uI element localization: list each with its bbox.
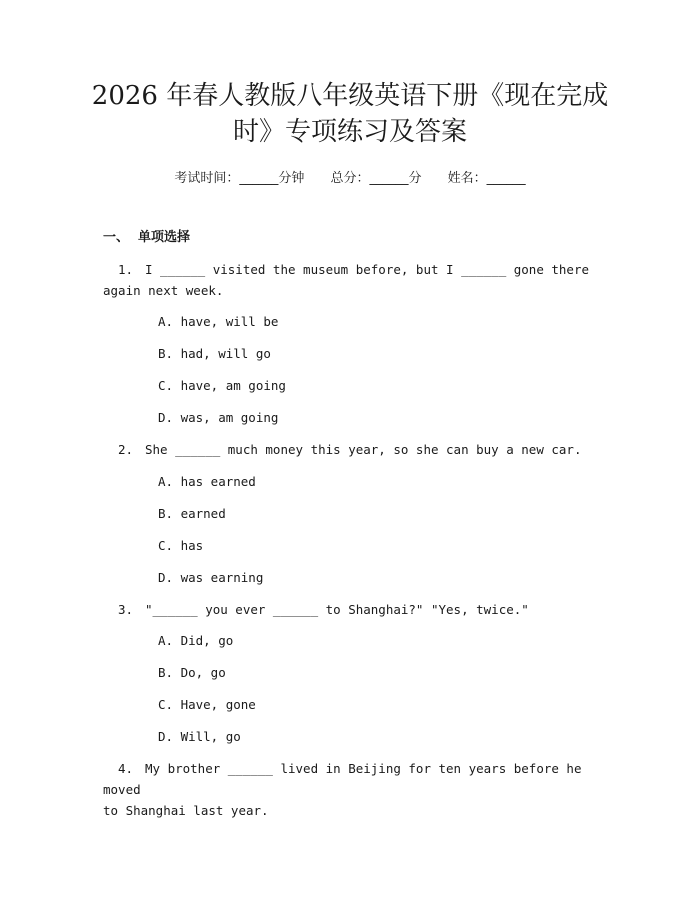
option-1b: B. had, will go — [158, 346, 271, 361]
option-3a: A. Did, go — [158, 633, 234, 648]
question-number: 4. — [117, 761, 133, 776]
option-1d: D. was, am going — [158, 410, 279, 425]
option-1c: C. have, am going — [158, 378, 286, 393]
exam-time-field: 考试时间：______分钟 — [174, 171, 305, 186]
title-line-2: 时》专项练习及答案 — [232, 117, 467, 147]
question-text-line: to Shanghai last year. — [103, 803, 269, 818]
option-2c: C. has — [158, 538, 204, 553]
question-3 — [103, 599, 603, 620]
question-text-line: again next week. — [103, 283, 224, 298]
question-text-line: "______ you ever ______ to Shanghai?" "Yes, twice." — [145, 602, 529, 617]
option-3c: C. Have, gone — [158, 697, 256, 712]
section-number: 一、 — [103, 230, 130, 245]
option-2d: D. was earning — [158, 570, 264, 585]
exam-info — [0, 170, 700, 188]
section-label: 单项选择 — [138, 230, 191, 245]
question-number: 3. — [117, 602, 133, 617]
total-score-field: 总分：______分 — [330, 171, 422, 186]
option-2a: A. has earned — [158, 474, 256, 489]
student-name-field: 姓名：______ — [447, 171, 526, 186]
option-1a: A. have, will be — [158, 314, 279, 329]
title-line-1: 2026 年春人教版八年级英语下册《现在完成 — [91, 81, 609, 111]
question-text-line: She ______ much money this year, so she can buy a new car. — [145, 442, 582, 457]
question-number: 2. — [117, 442, 133, 457]
option-2b: B. earned — [158, 506, 226, 521]
question-text-line: My brother ______ lived in Beijing for ten years before he moved — [103, 761, 582, 797]
document-title — [60, 78, 640, 150]
question-number: 1. — [117, 262, 133, 277]
question-4 — [103, 758, 603, 821]
section-heading — [103, 229, 190, 247]
option-3b: B. Do, go — [158, 665, 226, 680]
question-1 — [103, 259, 603, 301]
question-2 — [103, 439, 603, 460]
option-3d: D. Will, go — [158, 729, 241, 744]
question-text-line: I ______ visited the museum before, but I ______ gone there — [145, 262, 590, 277]
